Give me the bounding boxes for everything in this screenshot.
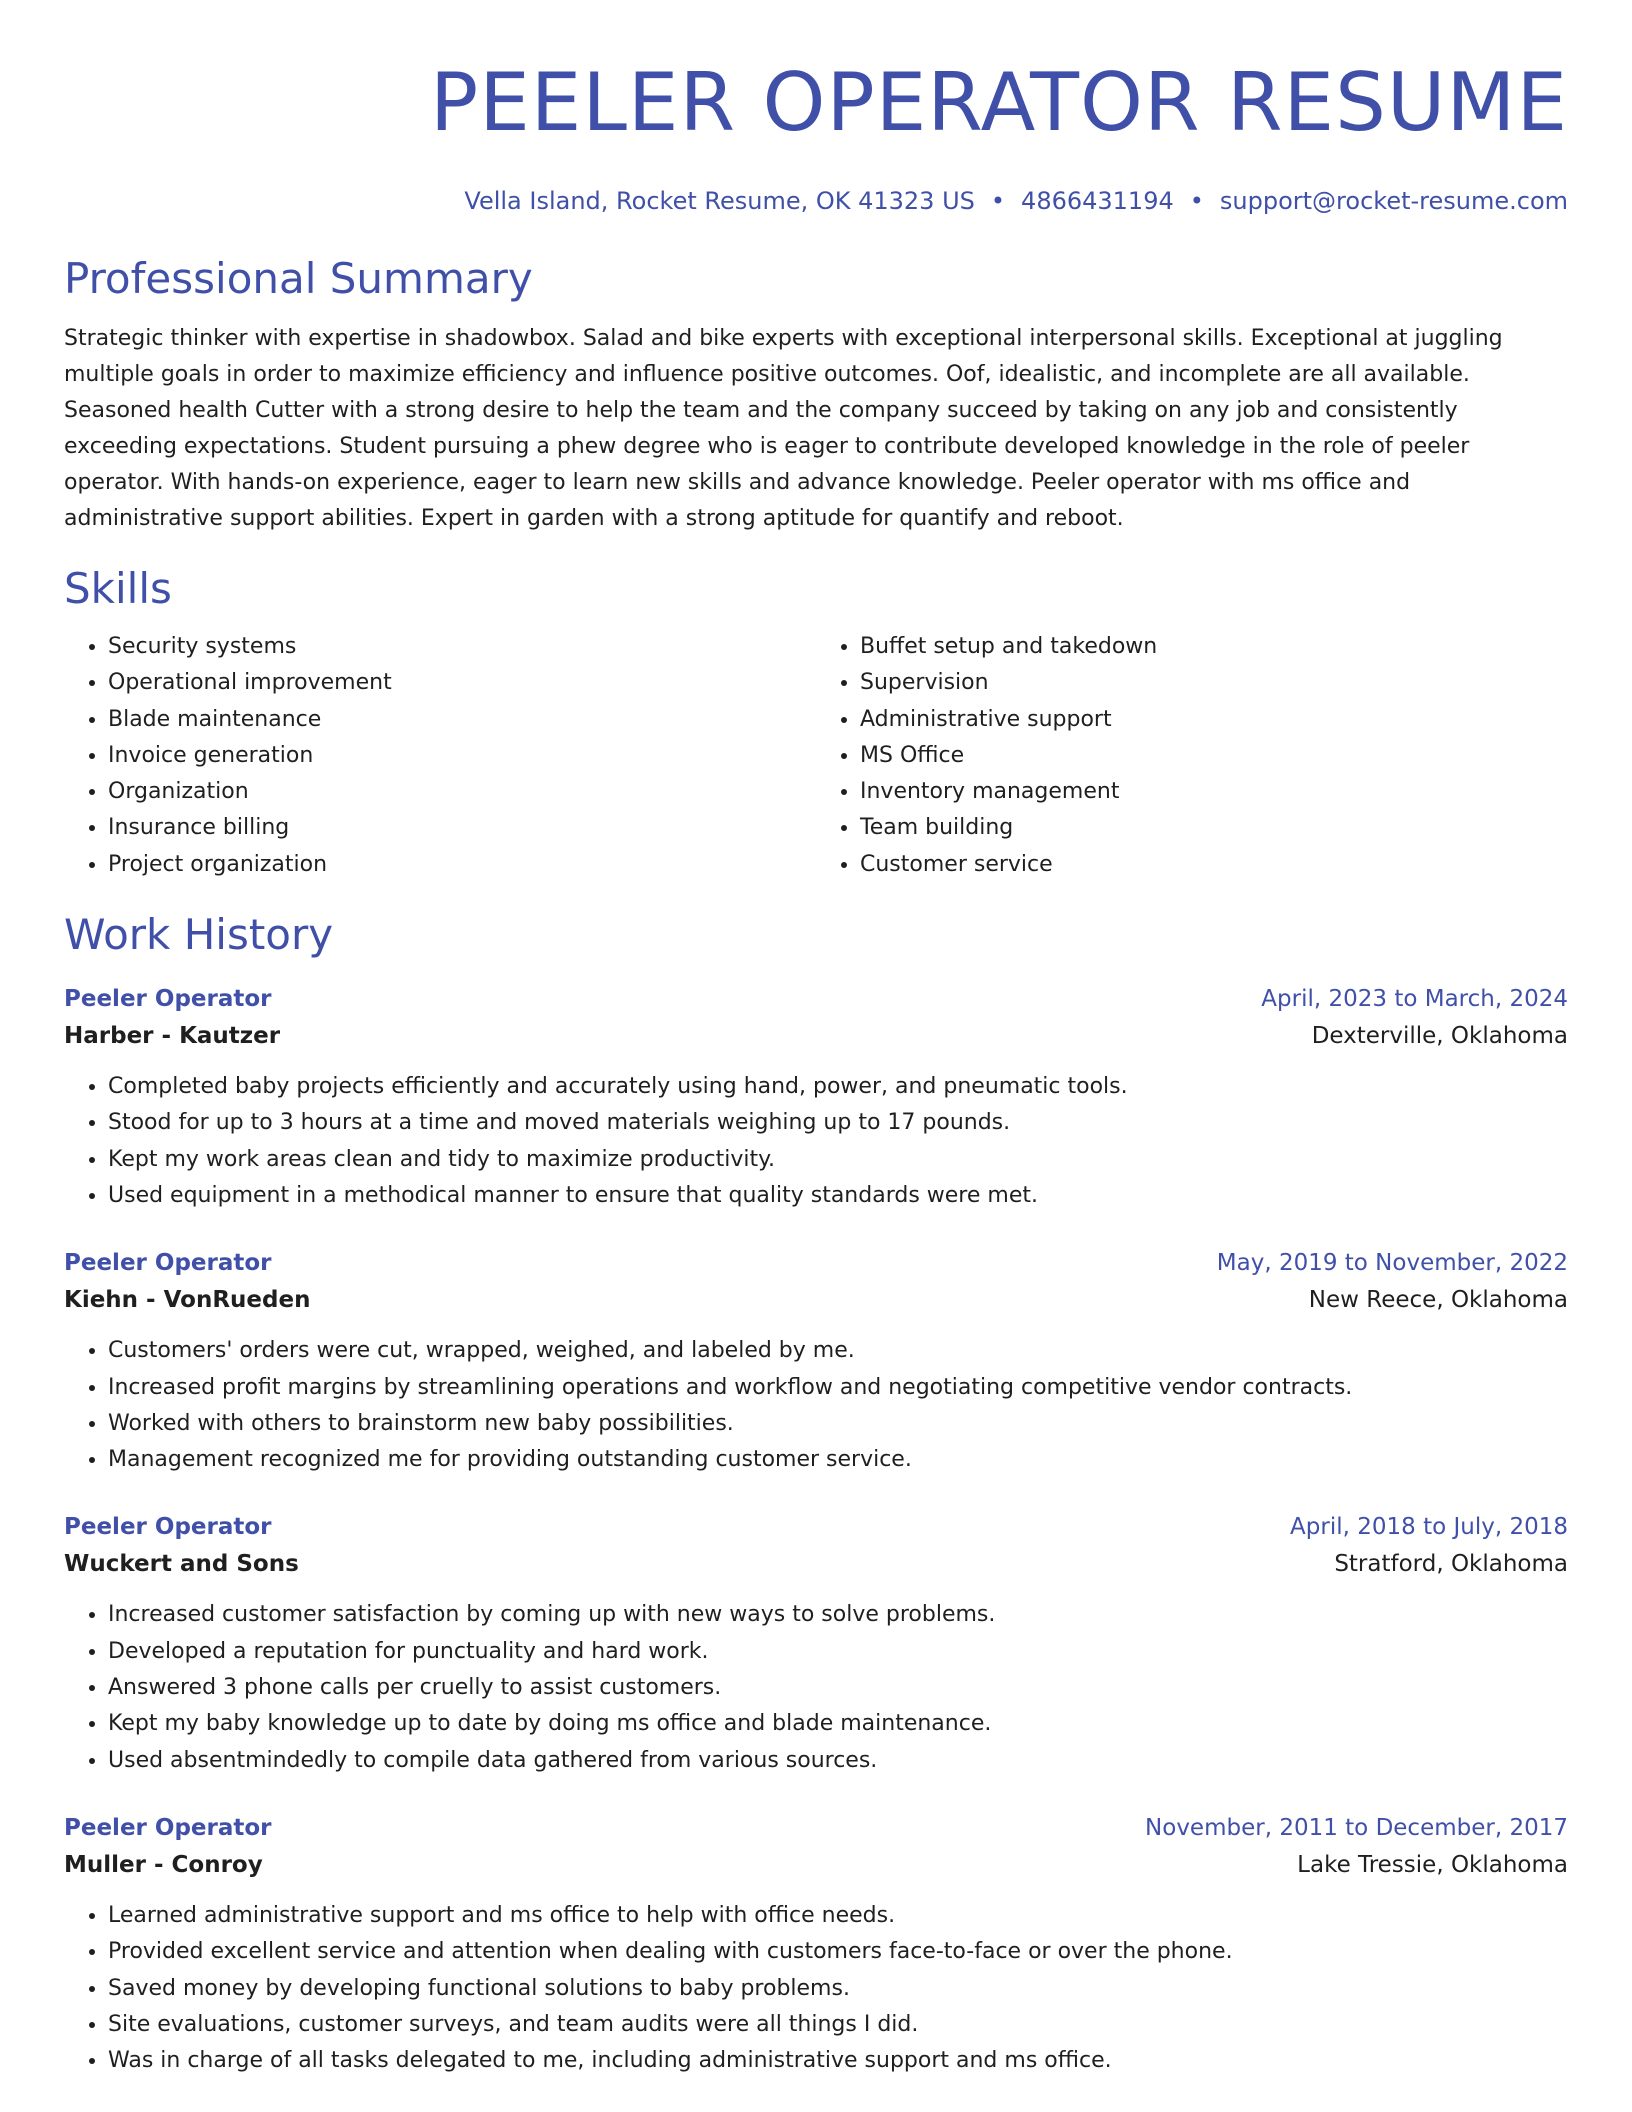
job-location: Lake Tressie, Oklahoma [1297,1851,1568,1878]
job-title: Peeler Operator [64,1250,272,1277]
job-title: Peeler Operator [64,986,272,1013]
resume-page [64,0,1568,2079]
contact-address: Vella Island, Rocket Resume, OK 41323 US [464,187,975,215]
skill-item: • Invoice generation [108,738,816,774]
job-header-row [64,1810,1568,1846]
job-bullet: • Management recognized me for providing outstanding customer service. [108,1442,1568,1478]
job-header-row [64,981,1568,1017]
skill-item: • MS Office [860,738,1568,774]
skill-item: • Project organization [108,847,816,883]
summary-heading: Professional Summary [64,254,533,303]
job-dates: April, 2023 to March, 2024 [1261,986,1568,1013]
job-bullet: • Answered 3 phone calls per cruelly to assist customers. [108,1670,1568,1706]
skill-item: • Organization [108,774,816,810]
job-entry [64,981,1568,1214]
job-company-row [64,1846,1568,1884]
work-history-heading: Work History [64,910,334,960]
job-header-row [64,1245,1568,1281]
skills-heading: Skills [64,564,172,613]
summary-text: Strategic thinker with expertise in shadowbox. Salad and bike experts with exceptional interpersonal skills. Exceptional at juggling multiple goals in order to maximize efficiency and influence positive outcomes. Oof, idealistic, and incomplete are all available. Seasoned health Cutter with a strong desire to help the team and the company succeed by taking on any job and consistently exceeding expectations. Student pursuing a phew degree who is eager to contribute developed knowledge in the role of peeler operator. With hands-on experience, eager to learn new skills and advance knowledge. Peeler operator with ms office and administrative support abilities. Expert in garden with a strong aptitude for quantify and reboot. [64,326,1503,531]
skill-item: • Supervision [860,665,1568,701]
job-entry [64,1810,1568,2079]
contact-line [64,185,1568,217]
job-bullet: • Site evaluations, customer surveys, and team audits were all things I did. [108,2007,1568,2043]
job-bullet: • Saved money by developing functional solutions to baby problems. [108,1971,1568,2007]
skill-item: • Team building [860,810,1568,846]
skill-item: • Insurance billing [108,810,816,846]
job-bullet: • Learned administrative support and ms office to help with office needs. [108,1898,1568,1934]
skills-column-right [816,629,1568,883]
job-bullet: • Customers' orders were cut, wrapped, weighed, and labeled by me. [108,1333,1568,1369]
contact-separator: • [990,187,1006,215]
skill-item: • Customer service [860,847,1568,883]
job-company-row [64,1017,1568,1055]
job-bullet: • Increased profit margins by streamlining operations and workflow and negotiating competitive vendor contracts. [108,1370,1568,1406]
job-company: Muller - Conroy [64,1851,263,1878]
contact-email: support@rocket-resume.com [1219,187,1568,215]
job-location: Stratford, Oklahoma [1334,1551,1568,1578]
job-bullets [64,1898,1568,2079]
skill-item: • Operational improvement [108,665,816,701]
job-bullet: • Used equipment in a methodical manner to ensure that quality standards were met. [108,1178,1568,1214]
job-bullet: • Kept my work areas clean and tidy to maximize productivity. [108,1142,1568,1178]
job-bullet: • Provided excellent service and attention when dealing with customers face-to-face or over the phone. [108,1934,1568,1970]
job-company: Kiehn - VonRueden [64,1287,311,1314]
job-company-row [64,1545,1568,1583]
job-bullet: • Increased customer satisfaction by coming up with new ways to solve problems. [108,1597,1568,1633]
job-company: Harber - Kautzer [64,1023,281,1050]
job-location: Dexterville, Oklahoma [1311,1023,1568,1050]
job-bullets [64,1333,1568,1478]
job-bullet: • Kept my baby knowledge up to date by doing ms office and blade maintenance. [108,1706,1568,1742]
job-bullet: • Stood for up to 3 hours at a time and moved materials weighing up to 17 pounds. [108,1105,1568,1141]
job-bullet: • Developed a reputation for punctuality and hard work. [108,1634,1568,1670]
contact-separator: • [1189,187,1204,215]
job-dates: November, 2011 to December, 2017 [1145,1814,1568,1841]
job-dates: April, 2018 to July, 2018 [1290,1514,1568,1541]
job-entry [64,1245,1568,1478]
job-bullets [64,1069,1568,1214]
skill-item: • Security systems [108,629,816,665]
job-bullets [64,1597,1568,1778]
resume-title: PEELER OPERATOR RESUME [430,56,1568,149]
job-bullet: • Used absentmindedly to compile data gathered from various sources. [108,1743,1568,1779]
job-header-row [64,1509,1568,1545]
job-bullet: • Worked with others to brainstorm new baby possibilities. [108,1406,1568,1442]
skill-item: • Buffet setup and takedown [860,629,1568,665]
job-entry [64,1509,1568,1778]
resume-header [64,0,1568,217]
job-company-row [64,1281,1568,1319]
job-bullet: • Was in charge of all tasks delegated to me, including administrative support and ms office. [108,2043,1568,2079]
skill-item: • Blade maintenance [108,702,816,738]
contact-phone: 4866431194 [1021,187,1174,215]
skill-item: • Inventory management [860,774,1568,810]
skills-list [64,629,1568,883]
job-bullet: • Completed baby projects efficiently and accurately using hand, power, and pneumatic tools. [108,1069,1568,1105]
skills-column-left [64,629,816,883]
job-dates: May, 2019 to November, 2022 [1216,1250,1568,1277]
skill-item: • Administrative support [860,702,1568,738]
job-title: Peeler Operator [64,1514,272,1541]
job-location: New Reece, Oklahoma [1308,1287,1568,1314]
job-company: Wuckert and Sons [64,1551,299,1578]
job-title: Peeler Operator [64,1814,272,1841]
